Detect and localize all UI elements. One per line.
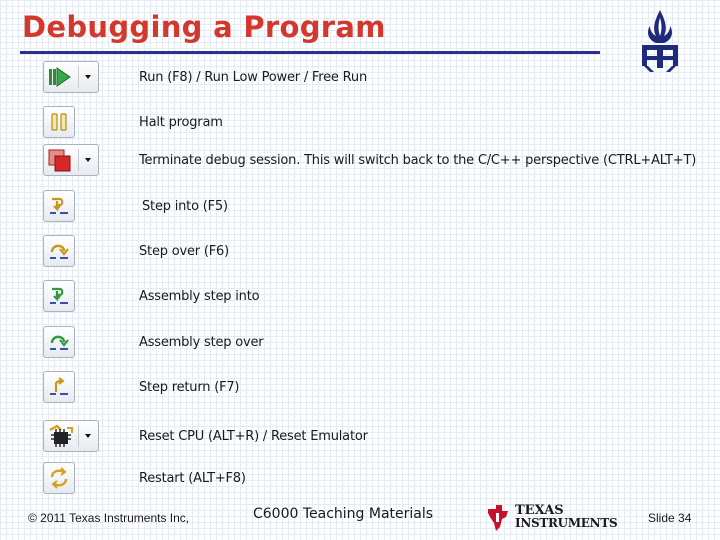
item-label: Run (F8) / Run Low Power / Free Run (139, 70, 367, 85)
item-label: Assembly step over (139, 335, 264, 350)
footer-course: C6000 Teaching Materials (253, 506, 434, 522)
reset-cpu-button[interactable] (43, 420, 99, 452)
step-return-icon (48, 376, 70, 398)
assembly-step-over-icon (48, 331, 70, 353)
toolbar-row-terminate (0, 142, 720, 182)
assembly-step-into-icon (48, 285, 70, 307)
dropdown-separator (78, 66, 79, 88)
assembly-step-over-button[interactable] (43, 326, 75, 358)
title-underline (20, 51, 600, 54)
dropdown-separator (78, 425, 79, 447)
item-label: Step over (F6) (139, 244, 229, 259)
ti-logo-line1: TEXAS (515, 503, 564, 518)
dropdown-separator (78, 149, 79, 171)
toolbar-row-assembly-step-into (0, 278, 720, 318)
terminate-button[interactable] (43, 144, 99, 176)
dropdown-arrow-icon[interactable] (85, 75, 91, 79)
toolbar-row-run (0, 59, 720, 99)
step-return-button[interactable] (43, 371, 75, 403)
item-label: Terminate debug session. This will switch back to the C/C++ perspective (CTRL+ALT+T) (139, 153, 697, 168)
assembly-step-into-button[interactable] (43, 280, 75, 312)
ti-logo-line2: INSTRUMENTS (515, 516, 618, 530)
restart-button[interactable] (43, 462, 75, 494)
slide-title: Debugging a Program (22, 10, 386, 44)
toolbar-row-assembly-step-over (0, 324, 720, 364)
step-into-icon (48, 195, 70, 217)
toolbar-row-step-return (0, 369, 720, 409)
item-label: Halt program (139, 115, 223, 130)
step-over-icon (48, 240, 70, 262)
slide-number: Slide 34 (648, 511, 692, 525)
toolbar-row-restart (0, 460, 720, 500)
step-over-button[interactable] (43, 235, 75, 267)
toolbar-row-step-over (0, 233, 720, 273)
toolbar-row-reset-cpu (0, 418, 720, 458)
terminate-icon (47, 148, 73, 172)
item-label: Step return (F7) (139, 380, 240, 395)
halt-button[interactable] (43, 106, 75, 138)
item-label: Step into (F5) (142, 199, 228, 214)
run-icon (47, 66, 73, 88)
dropdown-arrow-icon[interactable] (85, 434, 91, 438)
item-label: Restart (ALT+F8) (139, 471, 246, 486)
reset-cpu-icon (47, 423, 75, 449)
pause-icon (49, 112, 69, 132)
item-label: Reset CPU (ALT+R) / Reset Emulator (139, 429, 368, 444)
dropdown-arrow-icon[interactable] (85, 158, 91, 162)
ti-logo-text (515, 505, 617, 529)
run-button[interactable] (43, 61, 99, 93)
restart-icon (48, 467, 70, 489)
footer-copyright: © 2011 Texas Instruments Inc, (28, 511, 190, 525)
item-label: Assembly step into (139, 289, 260, 304)
step-into-button[interactable] (43, 190, 75, 222)
toolbar-row-halt (0, 104, 720, 144)
toolbar-row-step-into (0, 188, 720, 228)
